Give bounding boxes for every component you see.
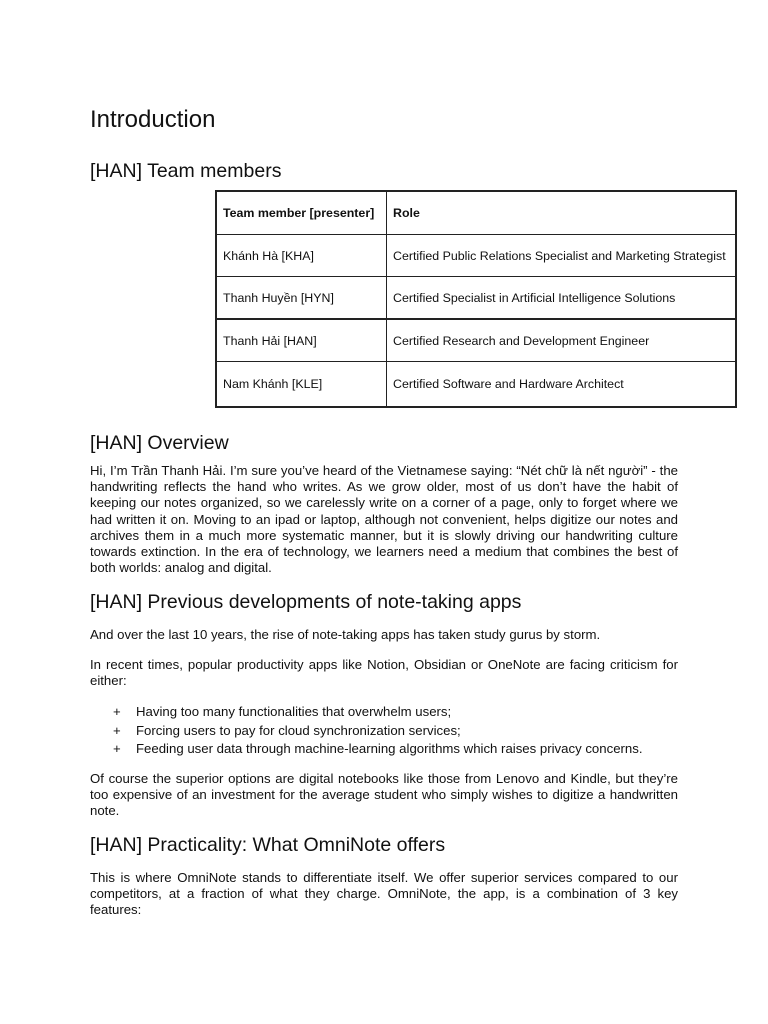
overview-paragraph: Hi, I’m Trần Thanh Hải. I’m sure you’ve heard of the Vietnamese saying: “Nét chữ là nết người” - the handwriting reflects the hand who writes. As we grow older, most of us don’t have the habit of keeping our notes organized, so we carelessly write on a corner of a page, only to forget where we had written it on. Moving to an ipad or laptop, although not convenient, helps digitize our notes and archives them in a much more systematic manner, but it is slowly driving our handwriting culture towards extinction. In the era of technology, we learners need a medium that combines the best of both worlds: analog and digital. [90, 463, 678, 576]
previous-paragraph-3: Of course the superior options are digital notebooks like those from Lenovo and Kindle, but they’re too expensive of an investment for the average student who simply wishes to digitize a handwritten note. [90, 771, 678, 819]
list-item-text: Having too many functionalities that overwhelm users; [136, 704, 452, 719]
practicality-paragraph: This is where OmniNote stands to differentiate itself. We offer superior services compared to our competitors, at a fraction of what they charge. OmniNote, the app, is a combination of 3 key features: [90, 870, 678, 918]
table-cell-role: Certified Research and Development Engineer [387, 319, 737, 362]
team-members-heading: [HAN] Team members [90, 160, 282, 182]
page-title: Introduction [90, 106, 216, 133]
list-item [90, 703, 643, 722]
table-cell-member: Thanh Huyền [HYN] [216, 277, 387, 320]
table-cell-member: Nam Khánh [KLE] [216, 362, 387, 408]
table-header-row [216, 191, 736, 235]
overview-heading: [HAN] Overview [90, 432, 229, 454]
table-row [216, 277, 736, 320]
table-cell-member: Thanh Hải [HAN] [216, 319, 387, 362]
previous-developments-heading: [HAN] Previous developments of note-taking apps [90, 591, 522, 613]
criticism-list [90, 703, 643, 759]
table-cell-member: Khánh Hà [KHA] [216, 235, 387, 277]
previous-paragraph-1: And over the last 10 years, the rise of note-taking apps has taken study gurus by storm. [90, 627, 601, 642]
table-cell-role: Certified Specialist in Artificial Intelligence Solutions [387, 277, 737, 320]
table-row [216, 319, 736, 362]
bullet-marker: + [113, 722, 121, 738]
list-item [90, 740, 643, 759]
list-item-text: Feeding user data through machine-learning algorithms which raises privacy concerns. [136, 741, 643, 756]
table-row [216, 362, 736, 408]
list-item [90, 722, 643, 741]
table-row [216, 235, 736, 277]
table-cell-role: Certified Public Relations Specialist and Marketing Strategist [387, 235, 737, 277]
table-header-cell: Team member [presenter] [216, 191, 387, 235]
previous-paragraph-2: In recent times, popular productivity apps like Notion, Obsidian or OneNote are facing criticism for either: [90, 657, 678, 689]
list-item-text: Forcing users to pay for cloud synchronization services; [136, 722, 461, 738]
table-header-cell: Role [387, 191, 737, 235]
bullet-marker: + [113, 704, 121, 719]
bullet-marker: + [113, 741, 121, 756]
table-cell-role: Certified Software and Hardware Architect [387, 362, 737, 408]
team-members-table [215, 190, 737, 408]
practicality-heading: [HAN] Practicality: What OmniNote offers [90, 834, 446, 856]
